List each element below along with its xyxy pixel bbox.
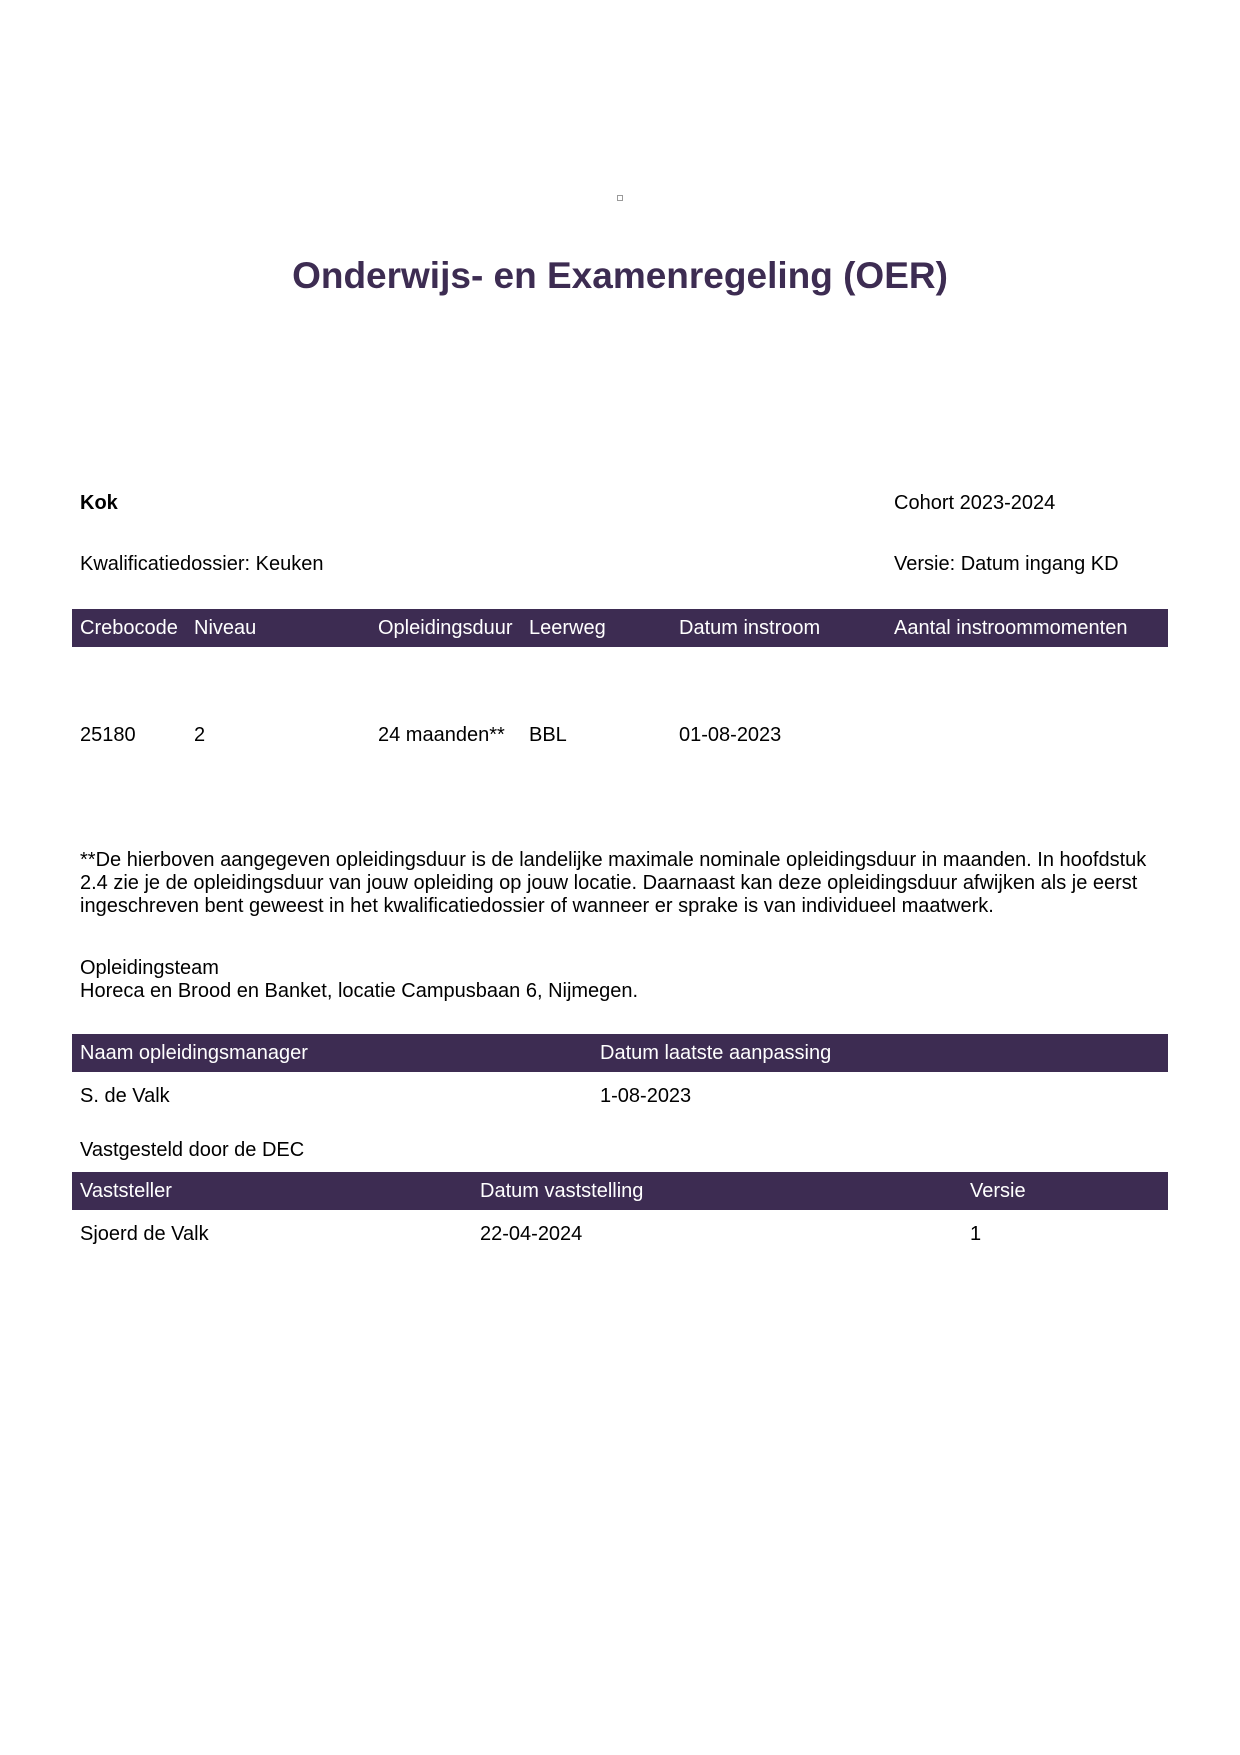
column-header-vaststeller: Vaststeller <box>80 1180 172 1202</box>
cell-approval-date: 22-04-2024 <box>480 1223 583 1245</box>
column-header-aantal-instroommomenten: Aantal instroommomenten <box>894 617 1128 639</box>
column-header-naam-opleidingsmanager: Naam opleidingsmanager <box>80 1042 308 1064</box>
column-header-datum-instroom: Datum instroom <box>679 617 821 639</box>
cell-version: 1 <box>970 1223 982 1245</box>
cell-approver: Sjoerd de Valk <box>80 1223 209 1245</box>
team-location: Horeca en Brood en Banket, locatie Campusbaan 6, Nijmegen. <box>80 980 639 1002</box>
program-name: Kok <box>80 492 118 514</box>
cell-crebocode: 25180 <box>80 724 136 746</box>
training-team <box>80 957 638 1003</box>
cell-last-modified: 1-08-2023 <box>600 1085 692 1107</box>
cell-niveau: 2 <box>194 724 206 746</box>
cohort-label: Cohort 2023-2024 <box>894 492 1056 514</box>
column-header-datum-vaststelling: Datum vaststelling <box>480 1180 644 1202</box>
column-header-datum-laatste-aanpassing: Datum laatste aanpassing <box>600 1042 832 1064</box>
cell-manager-name: S. de Valk <box>80 1085 170 1107</box>
program-table-header <box>72 609 1168 647</box>
version-label: Versie: Datum ingang KD <box>894 553 1119 575</box>
column-header-versie: Versie <box>970 1180 1026 1202</box>
column-header-crebocode: Crebocode <box>80 617 178 639</box>
column-header-niveau: Niveau <box>194 617 257 639</box>
duration-footnote: **De hierboven aangegeven opleidingsduur is de landelijke maximale nominale opleidingsduur in maanden. In hoofdstuk 2.4 zie je de opleidingsduur van jouw opleiding op jouw locatie. Daarnaast kan deze opleidingsduur afwijken als je eerst ingeschreven bent geweest in het kwalificatiedossier of wanneer er sprake is van individueel maatwerk. <box>80 849 1147 917</box>
cell-opleidingsduur: 24 maanden** <box>378 724 505 746</box>
logo-placeholder-icon <box>617 195 623 201</box>
approval-table-header <box>72 1172 1168 1210</box>
team-label: Opleidingsteam <box>80 957 219 979</box>
column-header-opleidingsduur: Opleidingsduur <box>378 617 513 639</box>
column-header-leerweg: Leerweg <box>529 617 606 639</box>
manager-table-header <box>72 1034 1168 1072</box>
cell-leerweg: BBL <box>529 724 567 746</box>
cell-datum-instroom: 01-08-2023 <box>679 724 782 746</box>
approval-label: Vastgesteld door de DEC <box>80 1139 305 1161</box>
qualification-dossier: Kwalificatiedossier: Keuken <box>80 553 324 575</box>
document-title: Onderwijs- en Examenregeling (OER) <box>292 255 948 296</box>
